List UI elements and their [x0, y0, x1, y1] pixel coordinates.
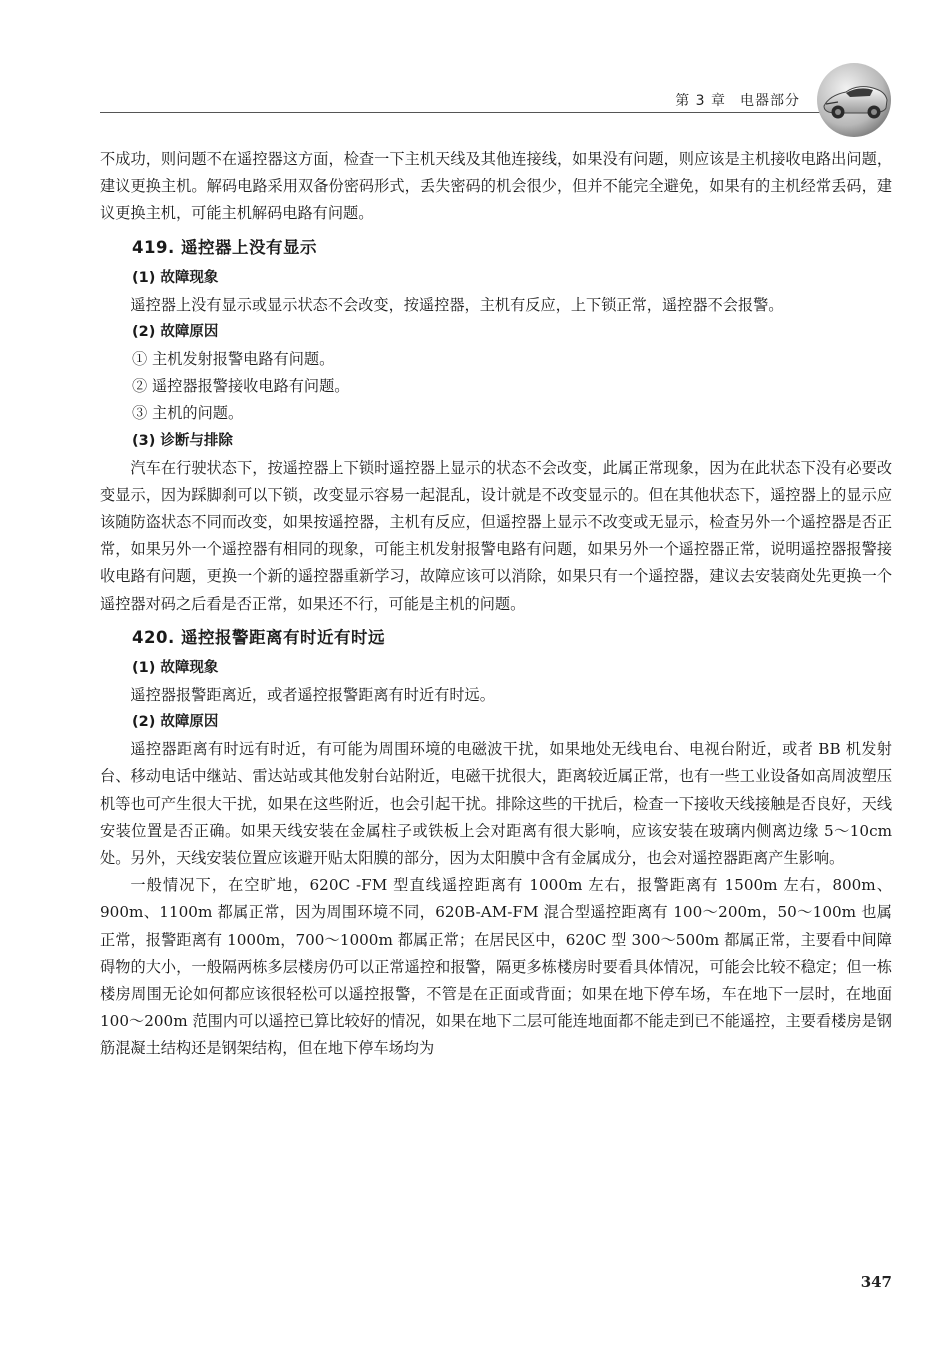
cause-item: ② 遥控器报警接收电路有问题。 — [132, 377, 350, 396]
header-section: 电器部分 — [740, 93, 800, 109]
section-419-sub2: (2) 故障原因 — [132, 324, 219, 341]
running-header — [100, 62, 892, 116]
section-419-sub1: (1) 故障现象 — [132, 269, 219, 286]
header-chapter: 第 3 章 — [675, 93, 726, 109]
section-420-cause: 遥控器距离有时远有时近，有可能为周围环境的电磁波干扰，如果地处无线电台、电视台附近，或者 BB 机发射台、移动电话中继站、雷达站或其他发射台站附近，电磁干扰很大，距离较近属正常，也有一些工业设备如高周波塑压机等也可产生很大干扰，如果在这些附近，也会引起干扰。排除这些的干扰后，检查一下接收天线接触是否良好，天线安装位置是否正确。如果天线安装在金属柱子或铁板上会对距离有很大影响，应该安装在玻璃内侧离边缘 5～10cm 处。另外，天线安装位置应该避开贴太阳膜的部分，因为太阳膜中含有金属成分，也会对遥控器距离产生影响。 — [100, 740, 892, 868]
header-rule — [100, 112, 820, 113]
cause-item: ③ 主机的问题。 — [132, 404, 244, 423]
section-419-diagnosis: 汽车在行驶状态下，按遥控器上下锁时遥控器上显示的状态不会改变，此属正常现象，因为在此状态下没有必要改变显示，因为踩脚刹可以下锁，改变显示容易一起混乱，设计就是不改变显示的。但在其他状态下，遥控器上的显示应该随防盗状态不同而改变，如果按遥控器，主机有反应，但遥控器上显示不改变或无显示，检查另外一个遥控器是否正常，如果另外一个遥控器有相同的现象，可能主机发射报警电路有问题，如果另外一个遥控器正常，说明遥控器报警接收电路有问题，更换一个新的遥控器重新学习，故障应该可以消除，如果只有一个遥控器，建议去安装商处先更换一个遥控器对码之后看是否正常，如果还不行，可能是主机的问题。 — [100, 458, 892, 613]
section-420-sub2: (2) 故障原因 — [132, 714, 219, 731]
page-body — [100, 146, 892, 1063]
section-419-symptom: 遥控器上没有显示或显示状态不会改变，按遥控器，主机有反应，上下锁正常，遥控器不会报警。 — [130, 295, 784, 314]
section-420-title: 420. 遥控报警距离有时近有时远 — [132, 627, 385, 647]
cause-item: ① 主机发射报警电路有问题。 — [132, 350, 335, 369]
header-title — [675, 90, 800, 110]
intro-paragraph: 不成功，则问题不在遥控器这方面，检查一下主机天线及其他连接线，如果没有问题，则应该是主机接收电路出问题，建议更换主机。解码电路采用双备份密码形式，丢失密码的机会很少，但并不能完全避免，如果有的主机经常丢码，建议更换主机，可能主机解码电路有问题。 — [100, 150, 892, 223]
car-badge-icon — [816, 62, 892, 138]
section-420-sub1: (1) 故障现象 — [132, 660, 219, 677]
page-number: 347 — [860, 1273, 892, 1291]
section-419-title: 419. 遥控器上没有显示 — [132, 237, 317, 257]
section-420-detail: 一般情况下，在空旷地，620C -FM 型直线遥控距离有 1000m 左右，报警距离有 1500m 左右，800m、900m、1100m 都属正常，因为周围环境不同，620B-AM-FM 混合型遥控距离有 100～200m，50～100m 也属正常，报警距离有 1000m，700～1000m 都属正常；在居民区中，620C 型 300～500m 都属正常，主要看中间障碍物的大小，一般隔两栋多层楼房仍可以正常遥控和报警，隔更多栋楼房时要看具体情况，可能会比较不稳定；但一栋楼房周围无论如何都应该很轻松可以遥控报警，不管是在正面或背面；如果在地下停车场，车在地下一层时，在地面 100～200m 范围内可以遥控已算比较好的情况，如果在地下二层可能连地面都不能走到已不能遥控，主要看楼房是钢筋混凝土结构还是钢架结构，但在地下停车场均为 — [100, 876, 892, 1058]
section-420-symptom: 遥控器报警距离近，或者遥控报警距离有时近有时远。 — [130, 686, 495, 705]
section-419-sub3: (3) 诊断与排除 — [132, 432, 233, 449]
